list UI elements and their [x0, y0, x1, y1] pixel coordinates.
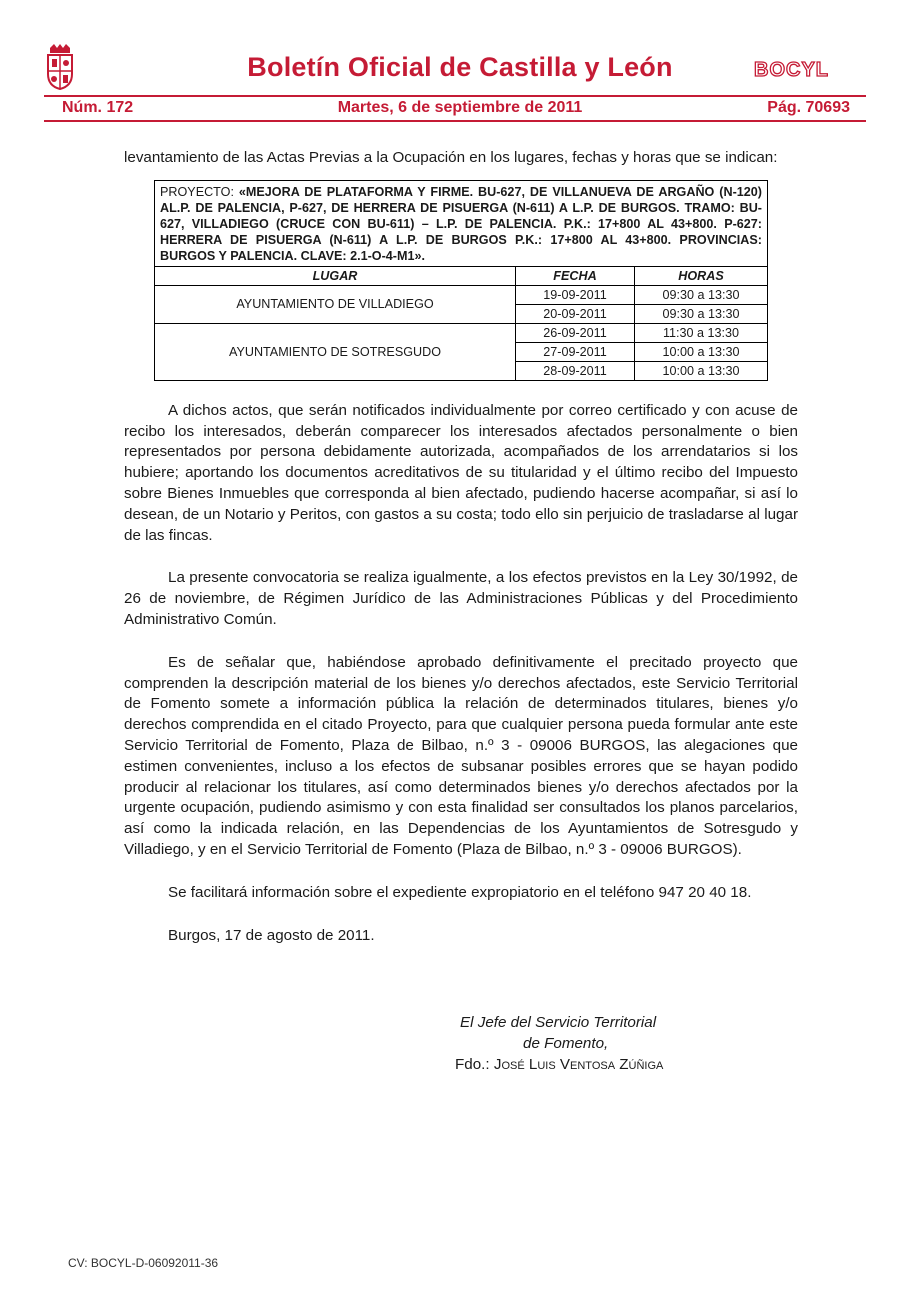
- fecha-cell: 28-09-2011: [516, 361, 635, 380]
- signature-name: José Luis Ventosa Zúñiga: [493, 1056, 664, 1073]
- signature-fdo: Fdo.:: [455, 1056, 494, 1073]
- fecha-cell: 27-09-2011: [516, 342, 635, 361]
- signature-subtitle: de Fomento,: [523, 1035, 609, 1052]
- project-label: PROYECTO:: [160, 184, 239, 199]
- header-rule-bottom: [44, 120, 866, 122]
- lugar-villadiego: AYUNTAMIENTO DE VILLADIEGO: [155, 285, 516, 323]
- project-text: «MEJORA DE PLATAFORMA Y FIRME. BU-627, DE VILLANUEVA DE ARGAÑO (N-120) AL.P. DE PALENCIA, P-627, DE HERRERA DE PISUERGA (N-611) A L.P. DE BURGOS. TRAMO: BU-627, VILLADIEGO (CRUCE CON BU-611) – L.P. DE PALENCIA. P.K.: 17+800 AL 43+800. P-627: HERRERA DE PISUERGA (N-611) A L.P. DE BURGOS P.K.: 17+800 AL 43+800. PROVINCIAS: BURGOS Y PALENCIA. CLAVE: 2.1-O-4-M1».: [160, 184, 762, 263]
- horas-cell: 09:30 a 13:30: [635, 285, 768, 304]
- horas-cell: 09:30 a 13:30: [635, 304, 768, 323]
- signature-title: El Jefe del Servicio Territorial: [460, 1014, 657, 1031]
- paragraph-fecha-lugar: Burgos, 17 de agosto de 2011.: [168, 926, 375, 944]
- project-cell: [155, 180, 768, 266]
- fecha-cell: 19-09-2011: [516, 285, 635, 304]
- page-number: Pág. 70693: [767, 99, 850, 116]
- paragraph-telefono: Se facilitará información sobre el expediente expropiatorio en el teléfono 947 20 40 18.: [168, 883, 752, 901]
- cv-code: CV: BOCYL-D-06092011-36: [68, 1256, 219, 1270]
- signature-block: [455, 1012, 695, 1075]
- horas-cell: 10:00 a 13:30: [635, 342, 768, 361]
- issue-date: Martes, 6 de septiembre de 2011: [337, 99, 583, 116]
- fecha-cell: 20-09-2011: [516, 304, 635, 323]
- paragraph-informacion-publica: Es de señalar que, habiéndose aprobado definitivamente el precitado proyecto que comprenden la descripción material de los bienes y/o derechos afectados, este Servicio Territorial de Fomento somete a información pública la relación de determinados titulares, bienes y/o derechos comprendida en el citado Proyecto, para que cualquier persona pueda formular ante este Servicio Territorial de Fomento, Plaza de Bilbao, n.º 3 - 09006 BURGOS, las alegaciones que estimen convenientes, incluso a los efectos de subsanar posibles errores que se hayan podido producir al relacionar los titulares, así como determinados bienes y/o derechos afectados por la urgente ocupación, pudiendo asimismo y con esta finalidad ser consultados los planos parcelarios, así como la indicada relación, en las Dependencias de los Ayuntamientos de Sotresgudo y Villadiego, y en el Servicio Territorial de Fomento (Plaza de Bilbao, n.º 3 - 09006 BURGOS).: [124, 653, 798, 858]
- header-lugar: LUGAR: [155, 266, 516, 285]
- issue-number: Núm. 172: [62, 99, 134, 116]
- fecha-cell: 26-09-2011: [516, 323, 635, 342]
- lugar-sotresgudo: AYUNTAMIENTO DE SOTRESGUDO: [155, 323, 516, 380]
- table-row: [155, 323, 768, 342]
- paragraph-actos: A dichos actos, que serán notificados individualmente por correo certificado y con acuse de recibo los interesados, deberán comparecer los interesados afectados personalmente o bien representados por persona debidamente autorizada, acompañados de los arrendatarios si los hubiere; aportando los documentos acreditativos de su titularidad y el último recibo del Impuesto sobre Bienes Inmuebles que corresponda al bien afectado, pudiendo hacerse acompañar, si así lo desean, de un Notario y Peritos, con gastos a su costa; todo ello sin perjuicio de trasladarse al lugar de las fincas.: [124, 401, 798, 544]
- document-body: [124, 148, 798, 946]
- page-title: Boletín Oficial de Castilla y León: [247, 52, 673, 82]
- bocyl-logo: BOCYL: [754, 59, 829, 81]
- project-row: [155, 180, 768, 266]
- header-rule-top: [44, 95, 866, 97]
- intro-paragraph: levantamiento de las Actas Previas a la Ocupación en los lugares, fechas y horas que se indican:: [124, 149, 778, 166]
- horas-cell: 10:00 a 13:30: [635, 361, 768, 380]
- page-header: [0, 0, 920, 130]
- table-header-row: [155, 266, 768, 285]
- header-fecha: FECHA: [516, 266, 635, 285]
- table-row: [155, 285, 768, 304]
- paragraph-convocatoria: La presente convocatoria se realiza igualmente, a los efectos previstos en la Ley 30/1992, de 26 de noviembre, de Régimen Jurídico de las Administraciones Públicas y del Procedimiento Administrativo Común.: [124, 569, 798, 628]
- signature-name-line: [455, 1054, 695, 1075]
- header-horas: HORAS: [635, 266, 768, 285]
- schedule-table: [154, 180, 768, 381]
- horas-cell: 11:30 a 13:30: [635, 323, 768, 342]
